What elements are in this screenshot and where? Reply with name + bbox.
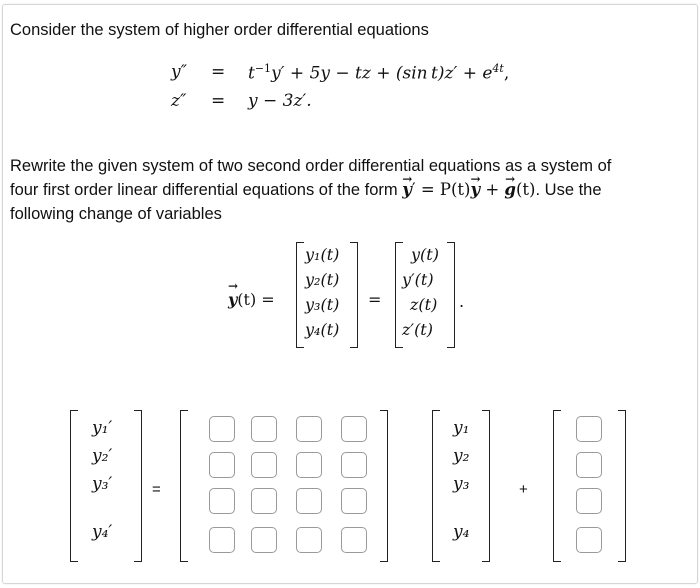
instruction-text — [10, 154, 690, 226]
lhs-derivative: y₃′ — [92, 474, 113, 494]
def-col1-right-bracket — [350, 242, 358, 348]
instruction-line3: following change of variables — [10, 205, 222, 223]
matrix-entry-input[interactable] — [296, 527, 322, 553]
y-vector-entry: y₃ — [453, 474, 470, 494]
matrix-entry-input[interactable] — [251, 452, 277, 478]
g-vector-entry-input[interactable] — [576, 452, 602, 478]
def-equals: = — [368, 290, 382, 309]
matrix-entry-input[interactable] — [341, 527, 367, 553]
matrix-right-bracket — [380, 410, 388, 562]
matrix-entry-input[interactable] — [296, 416, 322, 442]
matrix-entry-input[interactable] — [341, 416, 367, 442]
g-vector-left-bracket — [553, 410, 561, 562]
def-col2-item: z(t) — [410, 295, 438, 314]
eq2-rhs: y − 3z′. — [248, 91, 312, 111]
def-period: . — [459, 292, 465, 311]
def-col1-item: y₂(t) — [305, 270, 340, 289]
intro-text: Consider the system of higher order differential equations — [10, 21, 429, 39]
matrix-left-bracket — [180, 410, 188, 562]
instruction-line1: Rewrite the given system of two second order differential equations as a system of — [10, 157, 612, 175]
y-vector-right-bracket — [482, 410, 490, 562]
g-vector-right-bracket — [618, 410, 626, 562]
lhs-right-bracket — [134, 410, 142, 562]
def-col2-item: y′(t) — [402, 270, 434, 289]
y-vector-entry: y₄ — [453, 522, 470, 542]
def-col1-left-bracket — [296, 242, 304, 348]
eq2-equals: = — [211, 91, 226, 111]
answer-equals: = — [152, 481, 161, 498]
lhs-derivative: y₁′ — [92, 418, 113, 438]
matrix-entry-input[interactable] — [209, 488, 235, 514]
answer-plus: + — [519, 481, 528, 498]
matrix-entry-input[interactable] — [209, 416, 235, 442]
matrix-entry-input[interactable] — [296, 488, 322, 514]
g-vector-entry-input[interactable] — [576, 527, 602, 553]
eq1-rhs: $t^{-1}y' + 5y$ − tz + (sin $t)z' + e^{4t}$, — [248, 62, 510, 84]
g-vector-entry-input[interactable] — [576, 416, 602, 442]
y-vector-left-bracket — [432, 410, 440, 562]
matrix-entry-input[interactable] — [296, 452, 322, 478]
eq1-equals: = — [211, 62, 226, 82]
y-vector-entry: y₁ — [453, 418, 470, 438]
g-vector-entry-input[interactable] — [576, 488, 602, 514]
matrix-entry-input[interactable] — [209, 452, 235, 478]
matrix-entry-input[interactable] — [251, 527, 277, 553]
y-vector-entry: y₂ — [453, 446, 470, 466]
matrix-entry-input[interactable] — [251, 488, 277, 514]
lhs-derivative: y₂′ — [92, 446, 113, 466]
def-col2-right-bracket — [447, 242, 455, 348]
eq1-lhs: y″ — [171, 62, 187, 82]
lhs-derivative: y₄′ — [92, 522, 113, 542]
def-col1-item: y₁(t) — [305, 245, 340, 264]
matrix-entry-input[interactable] — [341, 488, 367, 514]
def-col1-item: y₄(t) — [305, 320, 340, 339]
def-lhs: → y(t) = — [228, 290, 275, 309]
lhs-left-bracket — [70, 410, 78, 562]
matrix-entry-input[interactable] — [209, 527, 235, 553]
def-col1-item: y₃(t) — [305, 295, 340, 314]
eq2-lhs: z″ — [171, 91, 187, 111]
def-col2-item: y(t) — [411, 245, 439, 264]
matrix-entry-input[interactable] — [341, 452, 367, 478]
instruction-line2: four first order linear differential equations of the form → y′ = P(t)→ y + → g(t). Use the — [10, 178, 690, 202]
matrix-entry-input[interactable] — [251, 416, 277, 442]
def-col2-item: z′(t) — [402, 320, 433, 339]
